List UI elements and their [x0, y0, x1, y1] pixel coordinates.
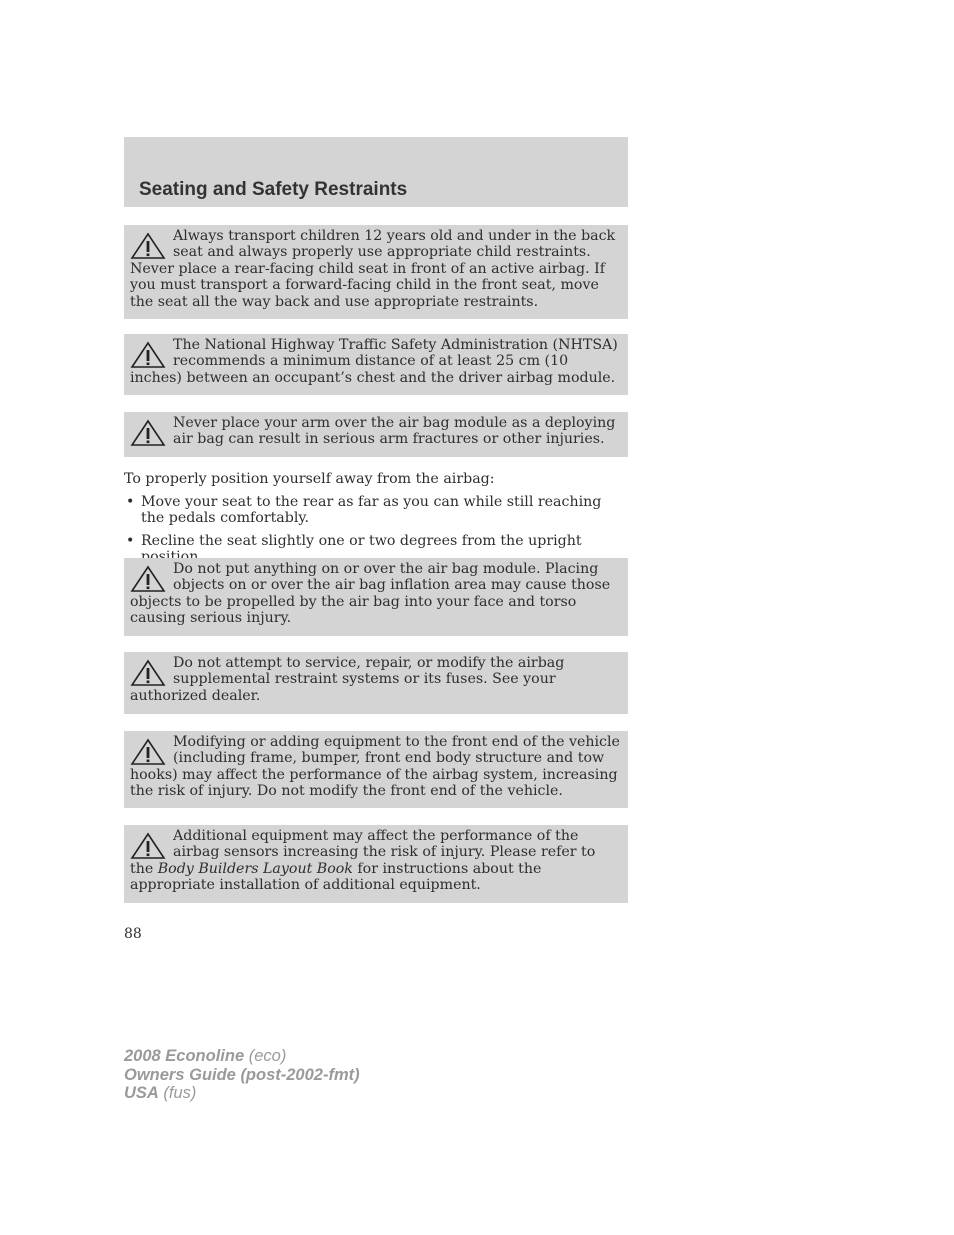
warning-triangle-icon: [130, 832, 166, 860]
footer-line: [124, 1047, 360, 1066]
warning-text: Modifying or adding equipment to the front end of the vehicle (including frame, bumper, front end body structure and tow hooks) may affect the performance of the airbag system, increasing the risk of injury. Do not modify the front end of the vehicle.: [130, 734, 620, 800]
warning-triangle-icon: [130, 565, 166, 593]
bullet-icon: •: [126, 494, 135, 510]
warning-text: Never place your arm over the air bag module as a deploying air bag can result in serious arm fractures or other injuries.: [173, 415, 616, 448]
warning-text: Do not put anything on or over the air bag module. Placing objects on or over the air bag inflation area may cause those objects to be propelled by the air bag into your face and torso causing serious injury.: [130, 561, 611, 627]
page-number: 88: [124, 926, 142, 942]
warning-triangle-icon: [130, 738, 166, 766]
warning-text-part: for instructions about the appropriate installation of additional equipment.: [130, 860, 542, 894]
warning-text: [130, 828, 620, 894]
list-item: [124, 494, 628, 527]
document-footer: [124, 1047, 360, 1103]
warning-triangle-icon: [130, 341, 166, 369]
warning-box: [124, 225, 628, 319]
warning-box: [124, 558, 628, 636]
book-title: Body Builders Layout Book: [157, 860, 353, 877]
warning-text-part: Additional equipment may affect the performance of the airbag sensors increasing the risk of injury. Please refer to the: [130, 828, 596, 877]
footer-line: [124, 1066, 360, 1085]
warning-box: [124, 825, 628, 903]
section-title: Seating and Safety Restraints: [139, 179, 408, 200]
list-item-text: Recline the seat slightly one or two degrees from the upright: [141, 533, 582, 549]
footer-region-code: (fus): [158, 1084, 197, 1102]
warning-box: [124, 334, 628, 395]
intro-paragraph: To properly position yourself away from the airbag:: [124, 471, 495, 487]
warning-text: Do not attempt to service, repair, or modify the airbag supplemental restraint systems or its fuses. See your authorized dealer.: [130, 655, 565, 704]
section-header: [124, 137, 628, 207]
warning-triangle-icon: [130, 419, 166, 447]
bullet-icon: •: [126, 533, 135, 549]
warning-box: [124, 412, 628, 457]
footer-guide: Owners Guide (post-2002-fmt): [124, 1065, 360, 1084]
footer-region: USA: [124, 1084, 159, 1102]
warning-box: [124, 731, 628, 808]
warning-box: [124, 652, 628, 714]
footer-line: [124, 1084, 360, 1103]
list-item-text: Move your seat to the rear as far as you can while still reaching the pedals comfortably.: [141, 494, 602, 527]
footer-model: 2008 Econoline: [124, 1047, 245, 1065]
footer-model-code: (eco): [244, 1047, 287, 1065]
warning-text: The National Highway Traffic Safety Administration (NHTSA) recommends a minimum distance of at least 25 cm (10 inches) between an occupant’s chest and the driver airbag module.: [130, 337, 618, 386]
warning-triangle-icon: [130, 659, 166, 687]
warning-triangle-icon: [130, 232, 166, 260]
warning-text: Always transport children 12 years old and under in the back seat and always properly use appropriate child restraints. Never place a rear-facing child seat in front of an active airbag. If you must transport a forward-facing child in the front seat, move the seat all the way back and use appropriate restraints.: [130, 228, 616, 310]
